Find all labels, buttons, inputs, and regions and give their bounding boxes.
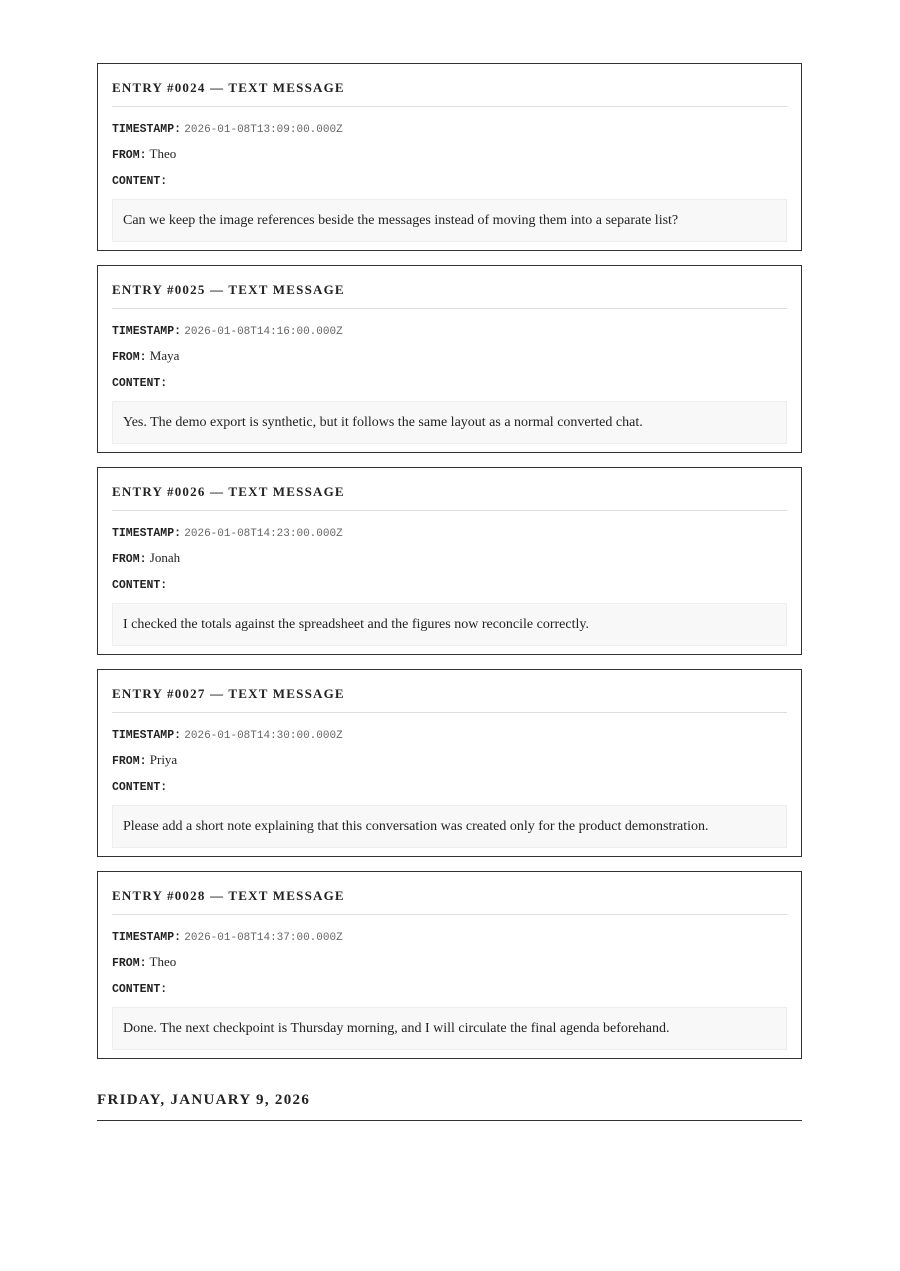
message-entry [97, 669, 802, 857]
from-label: FROM: [112, 351, 147, 364]
message-content: Please add a short note explaining that this conversation was created only for the product demonstration. [112, 805, 787, 848]
timestamp-label: TIMESTAMP: [112, 729, 182, 742]
timestamp-value: 2026-01-08T14:23:00.000Z [184, 528, 343, 540]
from-field [112, 347, 787, 373]
timestamp-label: TIMESTAMP: [112, 931, 182, 944]
content-field [112, 777, 787, 803]
timestamp-label: TIMESTAMP: [112, 325, 182, 338]
message-content: I checked the totals against the spreadsheet and the figures now reconcile correctly. [112, 603, 787, 646]
sender-name: Maya [149, 348, 180, 363]
from-field [112, 953, 787, 979]
timestamp-field [112, 119, 787, 145]
content-label: CONTENT: [112, 175, 168, 188]
entry-list [97, 63, 802, 1073]
timestamp-label: TIMESTAMP: [112, 527, 182, 540]
sender-name: Priya [149, 752, 178, 767]
entry-header: ENTRY #0028 — TEXT MESSAGE [112, 888, 787, 915]
content-label: CONTENT: [112, 377, 168, 390]
content-field [112, 979, 787, 1005]
message-entry [97, 63, 802, 251]
entry-header: ENTRY #0026 — TEXT MESSAGE [112, 484, 787, 511]
timestamp-value: 2026-01-08T13:09:00.000Z [184, 124, 343, 136]
content-label: CONTENT: [112, 579, 168, 592]
from-label: FROM: [112, 149, 147, 162]
message-entry [97, 467, 802, 655]
sender-name: Theo [149, 954, 177, 969]
timestamp-value: 2026-01-08T14:16:00.000Z [184, 326, 343, 338]
message-content: Yes. The demo export is synthetic, but it follows the same layout as a normal converted chat. [112, 401, 787, 444]
timestamp-value: 2026-01-08T14:30:00.000Z [184, 730, 343, 742]
entry-header: ENTRY #0027 — TEXT MESSAGE [112, 686, 787, 713]
sender-name: Jonah [149, 550, 181, 565]
message-entry [97, 871, 802, 1059]
timestamp-value: 2026-01-08T14:37:00.000Z [184, 932, 343, 944]
message-content: Done. The next checkpoint is Thursday morning, and I will circulate the final agenda beforehand. [112, 1007, 787, 1050]
timestamp-field [112, 725, 787, 751]
from-field [112, 751, 787, 777]
message-entry [97, 265, 802, 453]
entry-header: ENTRY #0025 — TEXT MESSAGE [112, 282, 787, 309]
entry-header: ENTRY #0024 — TEXT MESSAGE [112, 80, 787, 107]
from-label: FROM: [112, 755, 147, 768]
timestamp-field [112, 321, 787, 347]
day-heading: FRIDAY, JANUARY 9, 2026 [97, 1090, 802, 1121]
timestamp-field [112, 523, 787, 549]
from-field [112, 549, 787, 575]
content-field [112, 575, 787, 601]
content-label: CONTENT: [112, 983, 168, 996]
timestamp-label: TIMESTAMP: [112, 123, 182, 136]
content-label: CONTENT: [112, 781, 168, 794]
timestamp-field [112, 927, 787, 953]
sender-name: Theo [149, 146, 177, 161]
content-field [112, 171, 787, 197]
content-field [112, 373, 787, 399]
from-label: FROM: [112, 957, 147, 970]
from-label: FROM: [112, 553, 147, 566]
from-field [112, 145, 787, 171]
message-content: Can we keep the image references beside the messages instead of moving them into a separate list? [112, 199, 787, 242]
